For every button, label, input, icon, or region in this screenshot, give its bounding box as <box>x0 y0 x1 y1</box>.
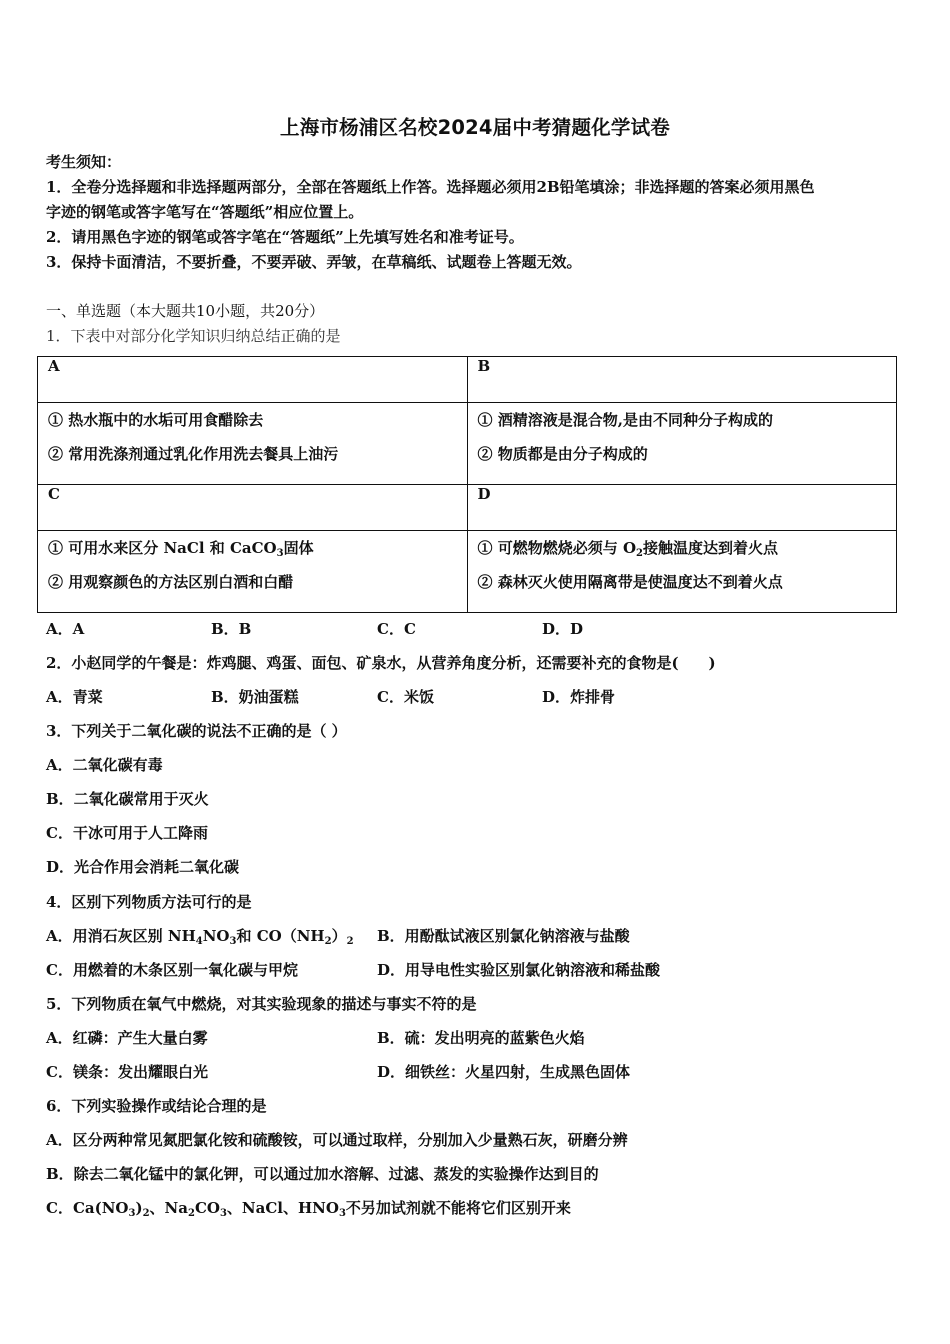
q1-b-line-1: ① 酒精溶液是混合物,是由不同种分子构成的 <box>477 411 773 429</box>
q1-table-header-a: A <box>38 357 468 403</box>
notice-item-2: 2．请用黑色字迹的钢笔或答字笔在“答题纸”上先填写姓名和准考证号。 <box>46 228 524 246</box>
notice-item-1-cont: 字迹的钢笔或答字笔写在“答题纸”相应位置上。 <box>46 203 364 221</box>
q1-c-line-2: ② 用观察颜色的方法区别白酒和白醋 <box>48 573 294 591</box>
q5-stem: 5．下列物质在氧气中燃烧，对其实验现象的描述与事实不符的是 <box>46 995 477 1013</box>
q6-option-c[interactable]: C．$Ca(NO_3)_2$、$Na_2CO_3$、NaCl、$HNO_3$不另加试剂就不能将它们区别开来 <box>46 1199 571 1219</box>
q1-c-line-1: ① 可用水来区分 NaCl 和 CaCO$_3$固体 <box>48 539 314 559</box>
q2-option-a[interactable]: A．青菜 <box>46 688 103 706</box>
q1-table <box>37 356 897 613</box>
q6-stem: 6．下列实验操作或结论合理的是 <box>46 1097 267 1115</box>
q1-option-a[interactable]: A．A <box>46 620 85 638</box>
notice-item-3: 3．保持卡面清洁，不要折叠，不要弄破、弄皱，在草稿纸、试题卷上答题无效。 <box>46 253 582 271</box>
q3-option-b[interactable]: B．二氧化碳常用于灭火 <box>46 790 209 808</box>
q2-stem: 2．小赵同学的午餐是：炸鸡腿、鸡蛋、面包、矿泉水，从营养角度分析，还需要补充的食物是( ) <box>46 654 716 672</box>
q1-a-line-2: ② 常用洗涤剂通过乳化作用洗去餐具上油污 <box>48 445 339 463</box>
q1-d-line-1: ① 可燃物燃烧必须与 $O_2$接触温度达到着火点 <box>477 539 778 559</box>
q3-option-c[interactable]: C．干冰可用于人工降雨 <box>46 824 208 842</box>
q5-option-d[interactable]: D．细铁丝：火星四射，生成黑色固体 <box>377 1063 631 1081</box>
q4-stem: 4．区别下列物质方法可行的是 <box>46 893 252 911</box>
q5-option-c[interactable]: C．镁条：发出耀眼白光 <box>46 1063 208 1081</box>
q1-b-line-2: ② 物质都是由分子构成的 <box>477 445 648 463</box>
q4-option-c[interactable]: C．用燃着的木条区别一氧化碳与甲烷 <box>46 961 298 979</box>
q1-option-d[interactable]: D．D <box>542 620 584 638</box>
q3-option-a[interactable]: A．二氧化碳有毒 <box>46 756 163 774</box>
q1-d-line-2: ② 森林灭火使用隔离带是使温度达不到着火点 <box>477 573 783 591</box>
page-title: 上海市杨浦区名校2024届中考猜题化学试卷 <box>280 116 670 139</box>
q1-table-cell-d <box>467 531 897 613</box>
q4-option-a[interactable]: A．用消石灰区别 $NH_4NO_3$和 $CO(NH_2)_2$ <box>46 927 354 947</box>
q1-a-line-1: ① 热水瓶中的水垢可用食醋除去 <box>48 411 264 429</box>
q1-table-cell-b <box>467 403 897 485</box>
q1-table-cell-c <box>38 531 468 613</box>
q5-option-b[interactable]: B．硫：发出明亮的蓝紫色火焰 <box>377 1029 585 1047</box>
q1-table-cell-a <box>38 403 468 485</box>
q1-stem: 1．下表中对部分化学知识归纳总结正确的是 <box>46 327 341 345</box>
section-heading: 一、单选题（本大题共10小题，共20分） <box>46 302 325 320</box>
q1-table-header-c: C <box>38 485 468 531</box>
q5-option-a[interactable]: A．红磷：产生大量白雾 <box>46 1029 208 1047</box>
q4-option-d[interactable]: D．用导电性实验区别氯化钠溶液和稀盐酸 <box>377 961 661 979</box>
q2-option-b[interactable]: B．奶油蛋糕 <box>211 688 299 706</box>
q1-table-header-b: B <box>467 357 897 403</box>
q6-option-a[interactable]: A．区分两种常见氮肥氯化铵和硫酸铵，可以通过取样，分别加入少量熟石灰，研磨分辨 <box>46 1131 628 1149</box>
q2-option-d[interactable]: D．炸排骨 <box>542 688 616 706</box>
notice-heading: 考生须知： <box>46 153 122 171</box>
q3-stem: 3．下列关于二氧化碳的说法不正确的是（ ） <box>46 722 347 740</box>
notice-item-1: 1．全卷分选择题和非选择题两部分，全部在答题纸上作答。选择题必须用2B铅笔填涂；非选择题的答案必须用黑色 <box>46 178 815 196</box>
q4-option-b[interactable]: B．用酚酞试液区别氯化钠溶液与盐酸 <box>377 927 630 945</box>
q1-option-b[interactable]: B．B <box>211 620 252 638</box>
q1-table-header-d: D <box>467 485 897 531</box>
q1-option-c[interactable]: C．C <box>377 620 416 638</box>
q3-option-d[interactable]: D．光合作用会消耗二氧化碳 <box>46 858 240 876</box>
q6-option-b[interactable]: B．除去二氧化锰中的氯化钾，可以通过加水溶解、过滤、蒸发的实验操作达到目的 <box>46 1165 599 1183</box>
q2-option-c[interactable]: C．米饭 <box>377 688 434 706</box>
